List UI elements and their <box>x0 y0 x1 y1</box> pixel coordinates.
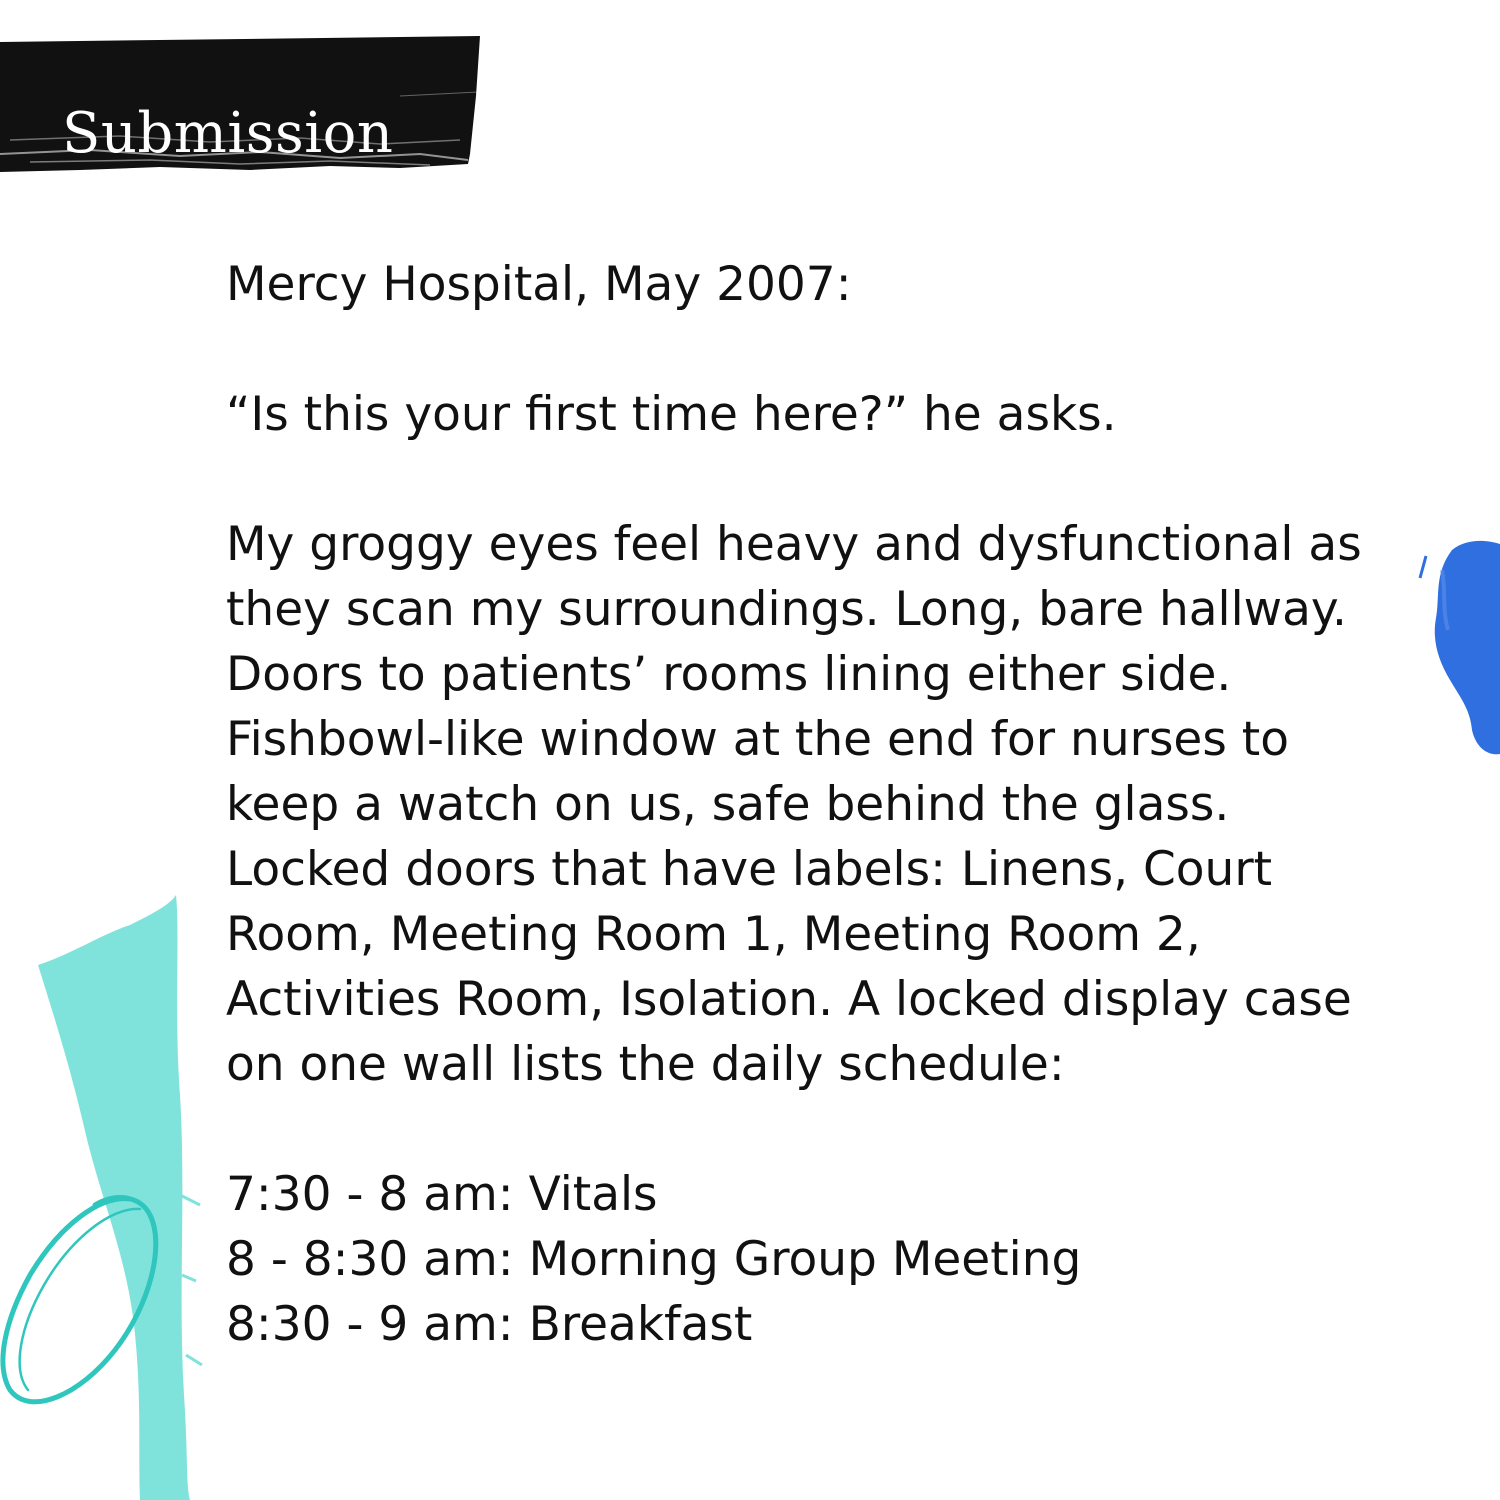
paragraph-line: they scan my surroundings. Long, bare hallway. <box>226 582 1347 637</box>
schedule-list <box>226 1162 1426 1357</box>
story-content <box>226 252 1426 1357</box>
schedule-item: 8 - 8:30 am: Morning Group Meeting <box>226 1232 1082 1287</box>
section-banner <box>0 36 482 172</box>
schedule-item: 8:30 - 9 am: Breakfast <box>226 1297 753 1352</box>
paragraph-line: Fishbowl-like window at the end for nurses to <box>226 712 1289 767</box>
story-paragraph <box>226 512 1426 1097</box>
paragraph-line: Activities Room, Isolation. A locked display case <box>226 972 1352 1027</box>
paragraph-line: Doors to patients’ rooms lining either side. <box>226 647 1232 702</box>
teal-ring-scribble <box>0 1185 170 1425</box>
paragraph-line: keep a watch on us, safe behind the glass. <box>226 777 1230 832</box>
schedule-item: 7:30 - 8 am: Vitals <box>226 1167 658 1222</box>
story-dialogue: “Is this your first time here?” he asks. <box>226 387 1117 442</box>
paragraph-line: on one wall lists the daily schedule: <box>226 1037 1065 1092</box>
paragraph-line: Locked doors that have labels: Linens, Court <box>226 842 1273 897</box>
section-title: Submission <box>62 101 394 166</box>
story-heading: Mercy Hospital, May 2007: <box>226 257 852 312</box>
paragraph-line: Room, Meeting Room 1, Meeting Room 2, <box>226 907 1201 962</box>
paragraph-line: My groggy eyes feel heavy and dysfunctional as <box>226 517 1362 572</box>
